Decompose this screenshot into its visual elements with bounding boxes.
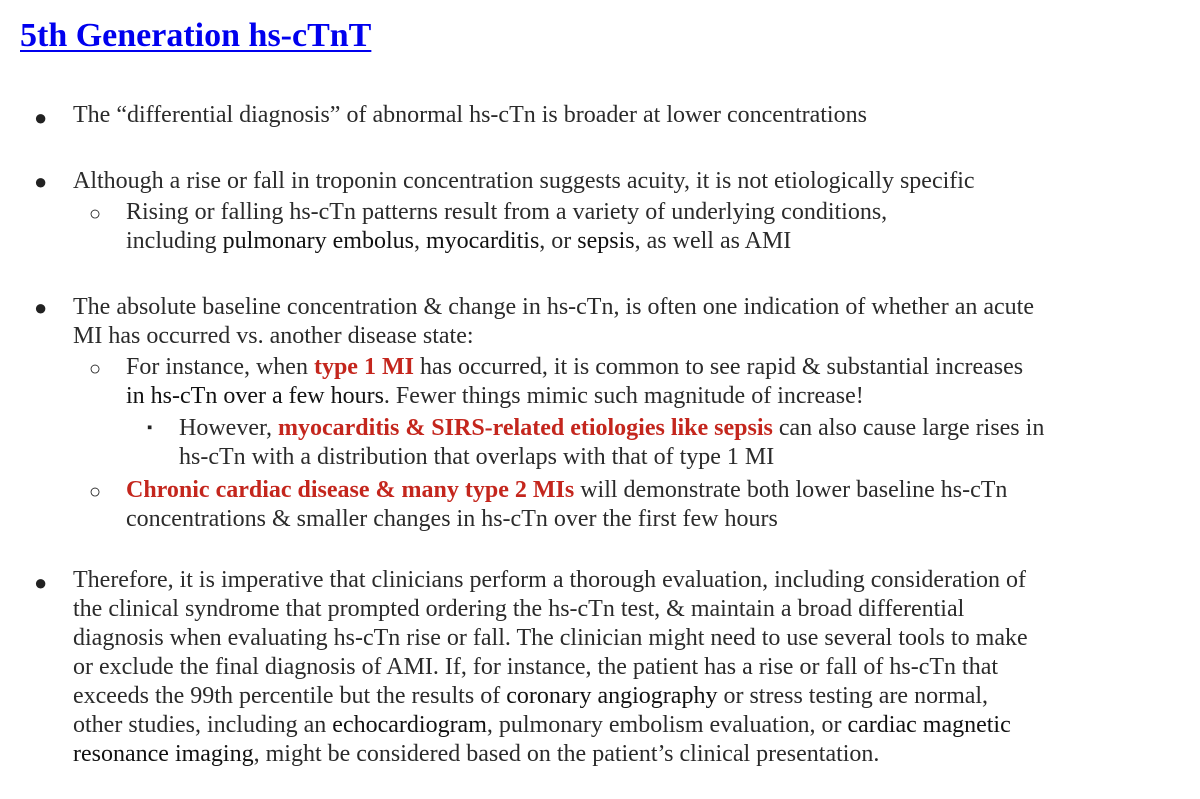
bullet-2-sub-1-line-2 <box>126 227 887 256</box>
bullet-2-line-1: Although a rise or fall in troponin concentration suggests acuity, it is not etiologically specific <box>73 168 975 194</box>
term-myocarditis: myocarditis <box>425 228 540 254</box>
bullet-3-sub-2-line-1 <box>126 476 1007 505</box>
bullet-2-sub-1 <box>126 198 887 256</box>
bullet-4 <box>73 566 1028 769</box>
term-cardiac-mri: cardiac magnetic <box>847 712 1011 738</box>
bullet-4-line-3: diagnosis when evaluating hs-cTn rise or fall. The clinician might need to use several tools to make <box>73 625 1028 651</box>
text-run: or stress testing are normal, <box>717 683 989 709</box>
text-run: . Fewer things mimic such magnitude of increase! <box>383 383 864 409</box>
bullet-4-line-6 <box>73 711 1028 740</box>
text-run: , <box>413 228 426 254</box>
text-run: , might be considered based on the patient’s clinical presentation. <box>253 741 880 767</box>
bullet-4-line-5 <box>73 682 1028 711</box>
term-sepsis: sepsis <box>577 228 635 254</box>
highlight-chronic-cardiac: Chronic cardiac disease & many type 2 MIs <box>126 477 575 503</box>
text-run: including <box>126 228 223 254</box>
text-run: will demonstrate both lower baseline hs-cTn <box>574 477 1008 503</box>
bullet-1-line-1: The “differential diagnosis” of abnormal hs-cTn is broader at lower concentrations <box>73 102 867 128</box>
term-echocardiogram: echocardiogram <box>332 712 487 738</box>
text-run: , or <box>539 228 578 254</box>
bullet-4-line-2: the clinical syndrome that prompted ordering the hs-cTn test, & maintain a broad differential <box>73 596 965 622</box>
bullet-3-subsub-line-2: hs-cTn with a distribution that overlaps with that of type 1 MI <box>179 444 775 470</box>
bullet-3-sub-2-line-2: concentrations & smaller changes in hs-cTn over the first few hours <box>126 506 778 532</box>
text-run: other studies, including an <box>73 712 333 738</box>
text-run: can also cause large rises in <box>772 415 1045 441</box>
sub-sub-bullet-marker: ▪ <box>147 420 153 436</box>
bullet-3 <box>73 293 1034 351</box>
page-title[interactable]: 5th Generation hs-cTnT <box>20 17 372 54</box>
bullet-4-line-7 <box>73 740 1028 769</box>
bullet-2-sub-1-line-1: Rising or falling hs-cTn patterns result from a variety of underlying conditions, <box>126 199 888 225</box>
term-coronary-angiography: coronary angiography <box>506 683 718 709</box>
bullet-3-sub-1 <box>126 353 1023 411</box>
text-run: in hs-cTn over a few hours <box>126 383 384 409</box>
bullet-marker: ● <box>34 295 48 320</box>
text-run: , pulmonary embolism evaluation, or <box>486 712 848 738</box>
sub-bullet-marker: ○ <box>89 358 102 380</box>
bullet-marker: ● <box>34 570 48 595</box>
bullet-3-sub-1-line-1 <box>126 353 1023 382</box>
text-run: , as well as AMI <box>634 228 792 254</box>
bullet-3-subsub-line-1 <box>179 414 1044 443</box>
bullet-3-sub-2 <box>126 476 1007 534</box>
bullet-4-line-1: Therefore, it is imperative that clinicians perform a thorough evaluation, including consideration of <box>73 567 1027 593</box>
bullet-1 <box>73 101 867 130</box>
bullet-3-line-1: The absolute baseline concentration & change in hs-cTn, is often one indication of whether an acute <box>73 294 1034 320</box>
bullet-3-sub-1-subsub-1 <box>179 414 1044 472</box>
bullet-3-line-2: MI has occurred vs. another disease state: <box>73 323 474 349</box>
bullet-3-sub-1-line-2 <box>126 382 1023 411</box>
sub-bullet-marker: ○ <box>89 203 102 225</box>
bullet-marker: ● <box>34 169 48 194</box>
text-run: However, <box>179 415 278 441</box>
term-resonance-imaging: resonance imaging <box>73 741 254 767</box>
bullet-2 <box>73 167 975 196</box>
highlight-type-1-mi: type 1 MI <box>313 354 414 380</box>
highlight-myocarditis-sirs: myocarditis & SIRS-related etiologies like sepsis <box>278 415 773 441</box>
text-run: exceeds the 99th percentile but the results of <box>73 683 507 709</box>
text-run: For instance, when <box>126 354 314 380</box>
term-pulmonary-embolus: pulmonary embolus <box>222 228 414 254</box>
text-run: has occurred, it is common to see rapid & substantial increases <box>413 354 1024 380</box>
bullet-4-line-4: or exclude the final diagnosis of AMI. If, for instance, the patient has a rise or fall of hs-cTn that <box>73 654 999 680</box>
bullet-marker: ● <box>34 105 48 130</box>
sub-bullet-marker: ○ <box>89 481 102 503</box>
